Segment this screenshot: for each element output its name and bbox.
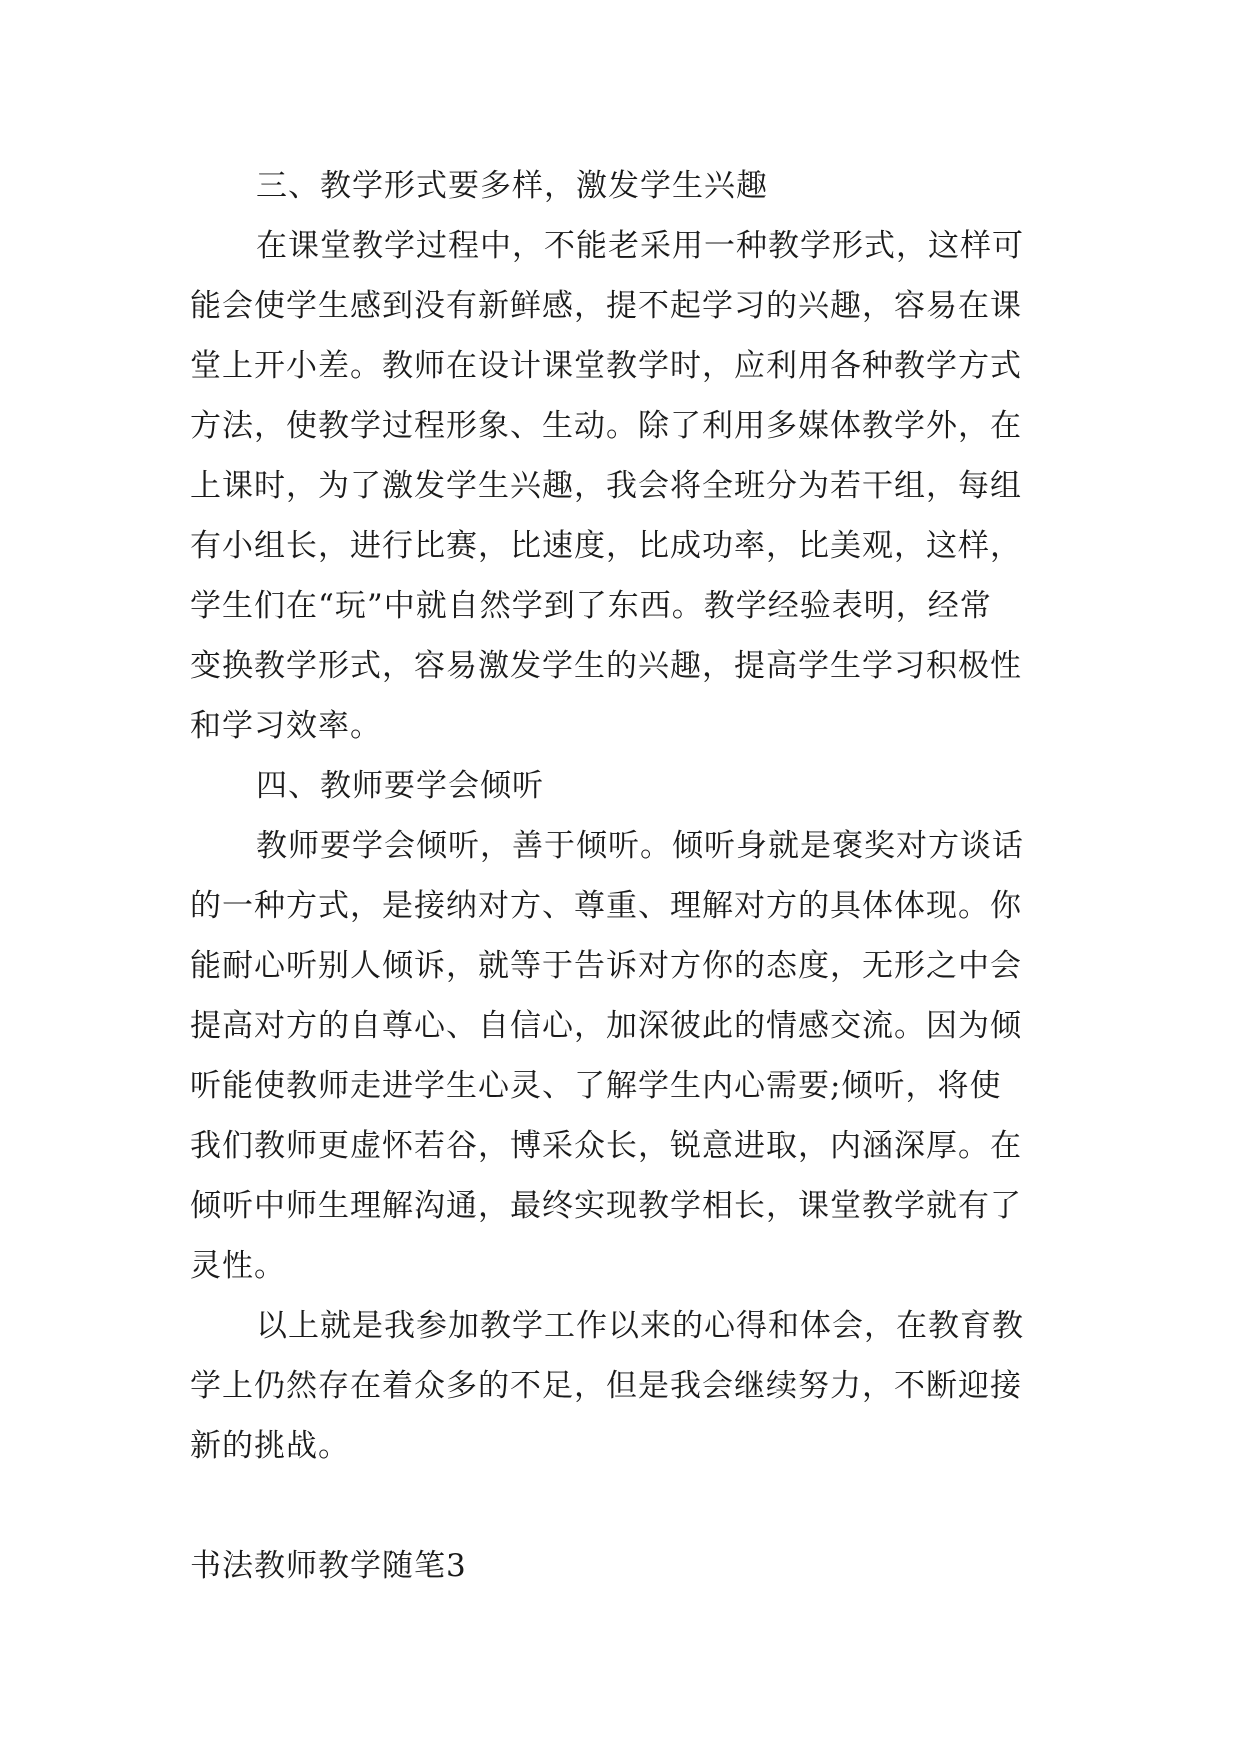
paragraph-line: 能耐心听别人倾诉，就等于告诉对方你的态度，无形之中会 xyxy=(190,948,1022,984)
paragraph-line: 能会使学生感到没有新鲜感，提不起学习的兴趣，容易在课 xyxy=(190,288,1022,324)
paragraph-line: 以上就是我参加教学工作以来的心得和体会，在教育教 xyxy=(256,1308,1024,1344)
paragraph-line: 灵性。 xyxy=(190,1248,286,1284)
paragraph-line: 上课时，为了激发学生兴趣，我会将全班分为若干组，每组 xyxy=(190,468,1022,504)
section-heading-3: 三、教学形式要多样，激发学生兴趣 xyxy=(256,168,768,204)
paragraph-line: 变换教学形式，容易激发学生的兴趣，提高学生学习积极性 xyxy=(190,648,1022,684)
section-heading-4: 四、教师要学会倾听 xyxy=(256,768,544,804)
paragraph-line: 我们教师更虚怀若谷，博采众长，锐意进取，内涵深厚。在 xyxy=(190,1128,1022,1164)
paragraph-line: 新的挑战。 xyxy=(190,1428,350,1464)
paragraph-line: 提高对方的自尊心、自信心，加深彼此的情感交流。因为倾 xyxy=(190,1008,1022,1044)
paragraph-line: 方法，使教学过程形象、生动。除了利用多媒体教学外，在 xyxy=(190,408,1022,444)
document-title: 书法教师教学随笔3 xyxy=(190,1548,467,1584)
paragraph-line: 和学习效率。 xyxy=(190,708,382,744)
paragraph-line: 学生们在“玩”中就自然学到了东西。教学经验表明，经常 xyxy=(190,588,992,624)
paragraph-line: 在课堂教学过程中，不能老采用一种教学形式，这样可 xyxy=(256,228,1024,264)
paragraph-line: 的一种方式，是接纳对方、尊重、理解对方的具体体现。你 xyxy=(190,888,1022,924)
paragraph-line: 听能使教师走进学生心灵、了解学生内心需要;倾听，将使 xyxy=(190,1068,1002,1104)
paragraph-line: 有小组长，进行比赛，比速度，比成功率，比美观，这样， xyxy=(190,528,1022,564)
paragraph-line: 倾听中师生理解沟通，最终实现教学相长，课堂教学就有了 xyxy=(190,1188,1022,1224)
paragraph-line: 教师要学会倾听，善于倾听。倾听身就是褒奖对方谈话 xyxy=(256,828,1024,864)
paragraph-line: 学上仍然存在着众多的不足，但是我会继续努力，不断迎接 xyxy=(190,1368,1022,1404)
paragraph-line: 堂上开小差。教师在设计课堂教学时，应利用各种教学方式 xyxy=(190,348,1022,384)
